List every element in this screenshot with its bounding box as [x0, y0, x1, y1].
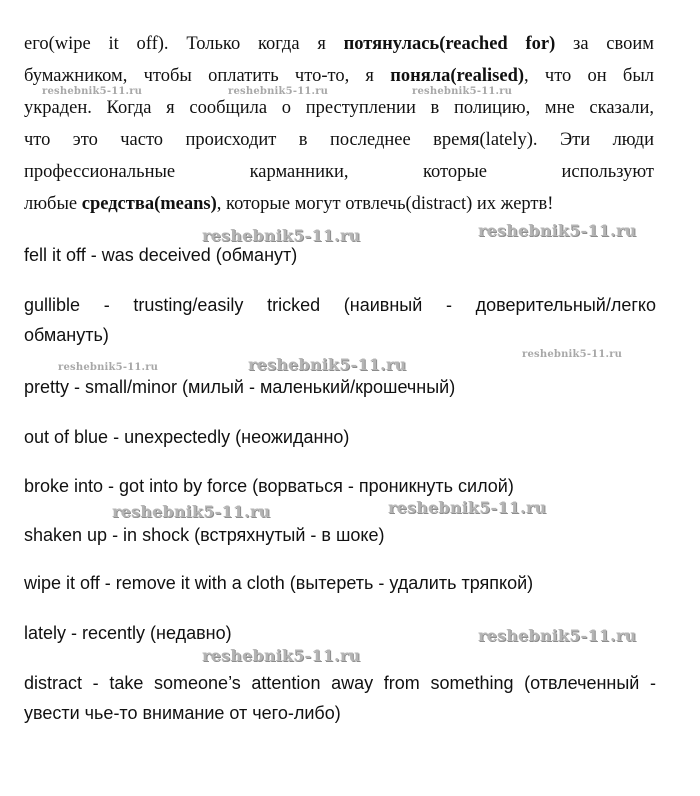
entry-line: обмануть)	[24, 325, 109, 345]
paragraph-line-5: профессиональные карманники, которые используют	[24, 162, 654, 182]
glossary-entry-fell-it-off: fell it off - was deceived (обманут)	[24, 245, 298, 265]
story-paragraph	[24, 28, 654, 220]
entry-line: увести чье-то внимание от чего-либо)	[24, 703, 341, 723]
text-run: бумажником, чтобы оплатить что-то, я	[24, 66, 391, 86]
text-run: любые	[24, 194, 82, 214]
bold-term: поняла(realised)	[390, 66, 525, 86]
glossary-entry-out-of-blue: out of blue - unexpectedly (неожиданно)	[24, 427, 350, 447]
paragraph-line-6	[24, 188, 654, 220]
watermark-text: reshebnik5-11.ru	[248, 355, 407, 374]
entry-line: distract - take someone’s attention away from something (отвлеченный -	[24, 673, 656, 693]
paragraph-line-3: украден. Когда я сообщила о преступлении в полицию, мне сказали,	[24, 98, 654, 118]
watermark-text: reshebnik5-11.ru	[42, 86, 143, 97]
watermark-text: reshebnik5-11.ru	[202, 226, 361, 245]
bold-term: средства(means)	[81, 194, 217, 214]
glossary-entry-distract	[24, 668, 656, 728]
watermark-text: reshebnik5-11.ru	[202, 646, 361, 665]
paragraph-line-1	[24, 28, 654, 60]
glossary-entry-wipe-it-off: wipe it off - remove it with a cloth (вытереть - удалить тряпкой)	[24, 573, 534, 593]
glossary-entry-lately: lately - recently (недавно)	[24, 623, 232, 643]
watermark-text: reshebnik5-11.ru	[388, 498, 547, 517]
glossary-entry-broke-into: broke into - got into by force (ворваться - проникнуть силой)	[24, 476, 514, 496]
watermark-text: reshebnik5-11.ru	[412, 86, 513, 97]
glossary-entry-pretty: pretty - small/minor (милый - маленький/крошечный)	[24, 377, 456, 397]
glossary-entry-shaken-up: shaken up - in shock (встряхнутый - в шоке)	[24, 525, 385, 545]
paragraph-line-4: что это часто происходит в последнее время(lately). Эти люди	[24, 130, 654, 150]
glossary-entry-gullible	[24, 290, 656, 350]
text-run: его(wipe it off). Только когда я	[24, 34, 344, 54]
watermark-text: reshebnik5-11.ru	[478, 626, 637, 645]
text-run: , которые могут отвлечь(distract) их жертв!	[216, 194, 554, 214]
watermark-text: reshebnik5-11.ru	[58, 362, 159, 373]
watermark-text: reshebnik5-11.ru	[112, 502, 271, 521]
text-run: , что он был	[524, 66, 654, 86]
watermark-text: reshebnik5-11.ru	[522, 349, 623, 360]
watermark-text: reshebnik5-11.ru	[228, 86, 329, 97]
entry-line: gullible - trusting/easily tricked (наивный - доверительный/легко	[24, 295, 656, 315]
watermark-text: reshebnik5-11.ru	[478, 221, 637, 240]
bold-term: потянулась(reached for)	[343, 34, 556, 54]
text-run: за своим	[555, 34, 654, 54]
